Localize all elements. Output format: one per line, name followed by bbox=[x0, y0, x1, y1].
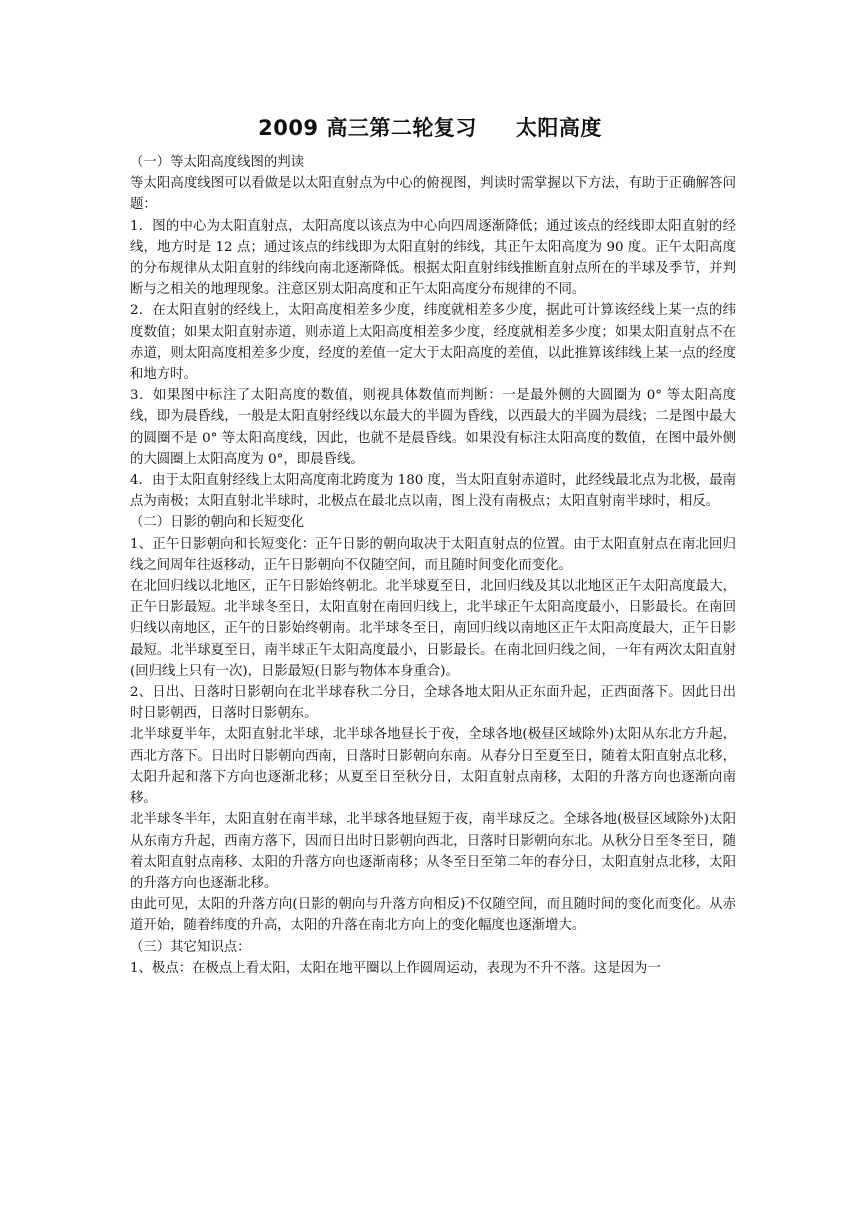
body-paragraph: 3．如果图中标注了太阳高度的数值，则视具体数值而判断：一是最外侧的大圆圈为 0° 等太阳高度线，即为晨昏线，一般是太阳直射经线以东最大的半圆为昏线，以西最大的半圆为晨线；二是图中最大的圆圈不是 0° 等太阳高度线，因此，也就不是晨昏线。如果没有标注太阳高度的数值，在图中最外侧的大圆圈上太阳高度为 0°，即晨昏线。 bbox=[130, 388, 736, 467]
section-heading: （一）等太阳高度线图的判读 bbox=[130, 155, 305, 170]
body-paragraph: 2、日出、日落时日影朝向在北半球春秋二分日，全球各地太阳从正东面升起，正西面落下。因此日出时日影朝西，日落时日影朝东。 bbox=[130, 685, 736, 722]
body-paragraph: 在北回归线以北地区，正午日影始终朝北。北半球夏至日，北回归线及其以北地区正午太阳高度最大，正午日影最短。北半球冬至日，太阳直射在南回归线上，北半球正午太阳高度最小，日影最长。在南回归线以南地区，正午的日影始终朝南。北半球冬至日，南回归线以南地区正午太阳高度最大，正午日影最短。北半球夏至日，南半球正午太阳高度最小，日影最长。在南北回归线之间，一年有两次太阳直射(回归线上只有一次)，日影最短(日影与物体本身重合)。 bbox=[130, 579, 736, 679]
body-paragraph: 由此可见，太阳的升落方向(日影的朝向与升落方向相反)不仅随空间，而且随时间的变化而变化。从赤道开始，随着纬度的升高，太阳的升落在南北方向上的变化幅度也逐渐增大。 bbox=[130, 897, 736, 934]
body-paragraph: 4．由于太阳直射经线上太阳高度南北跨度为 180 度，当太阳直射赤道时，此经线最北点为北极，最南点为南极；太阳直射北半球时，北极点在最北点以南，图上没有南极点；太阳直射南半球时，相反。 bbox=[130, 473, 736, 510]
section-heading: （二）日影的朝向和长短变化 bbox=[130, 515, 305, 531]
document-body bbox=[130, 152, 736, 979]
body-paragraph: 2．在太阳直射的经线上，太阳高度相差多少度，纬度就相差多少度，据此可计算该经线上某一点的纬度数值；如果太阳直射赤道，则赤道上太阳高度相差多少度，经度就相差多少度；如果太阳直射点不在赤道，则太阳高度相差多少度，经度的差值一定大于太阳高度的差值，以此推算该纬线上某一点的经度和地方时。 bbox=[130, 303, 736, 383]
body-paragraph: 北半球冬半年，太阳直射在南半球，北半球各地昼短于夜，南半球反之。全球各地(极昼区域除外)太阳从东南方升起，西南方落下，因而日出时日影朝向西北，日落时日影朝向东北。从秋分日至冬至日，随着太阳直射点南移、太阳的升落方向也逐渐南移；从冬至日至第二年的春分日，太阳直射点北移，太阳的升落方向也逐渐北移。 bbox=[130, 812, 736, 891]
body-paragraph: 等太阳高度线图可以看做是以太阳直射点为中心的俯视图，判读时需掌握以下方法，有助于正确解答问题： bbox=[130, 176, 736, 213]
body-paragraph: 1．图的中心为太阳直射点，太阳高度以该点为中心向四周逐渐降低；通过该点的经线即太阳直射的经线，地方时是 12 点；通过该点的纬线即为太阳直射的纬线，其正午太阳高度为 90 度。正午太阳高度的分布规律从太阳直射的纬线向南北逐渐降低。根据太阳直射纬线推断直射点所在的半球及季节，并判断与之相关的地理现象。注意区别太阳高度和正午太阳高度分布规律的不同。 bbox=[130, 218, 736, 298]
body-paragraph: 1、正午日影朝向和长短变化：正午日影的朝向取决于太阳直射点的位置。由于太阳直射点在南北回归线之间周年往返移动，正午日影朝向不仅随空间，而且随时间变化而变化。 bbox=[130, 536, 736, 573]
page-title: 2009 高三第二轮复习 太阳高度 bbox=[258, 116, 602, 140]
body-paragraph: 北半球夏半年，太阳直射北半球，北半球各地昼长于夜，全球各地(极昼区域除外)太阳从东北方升起，西北方落下。日出时日影朝向西南，日落时日影朝向东南。从春分日至夏至日，随着太阳直射点北移，太阳升起和落下方向也逐渐北移；从夏至日至秋分日，太阳直射点南移，太阳的升落方向也逐渐向南移。 bbox=[130, 727, 736, 807]
section-heading: （三）其它知识点： bbox=[130, 939, 251, 955]
body-paragraph: 1、极点：在极点上看太阳，太阳在地平圈以上作圆周运动，表现为不升不落。这是因为一 bbox=[130, 960, 661, 976]
